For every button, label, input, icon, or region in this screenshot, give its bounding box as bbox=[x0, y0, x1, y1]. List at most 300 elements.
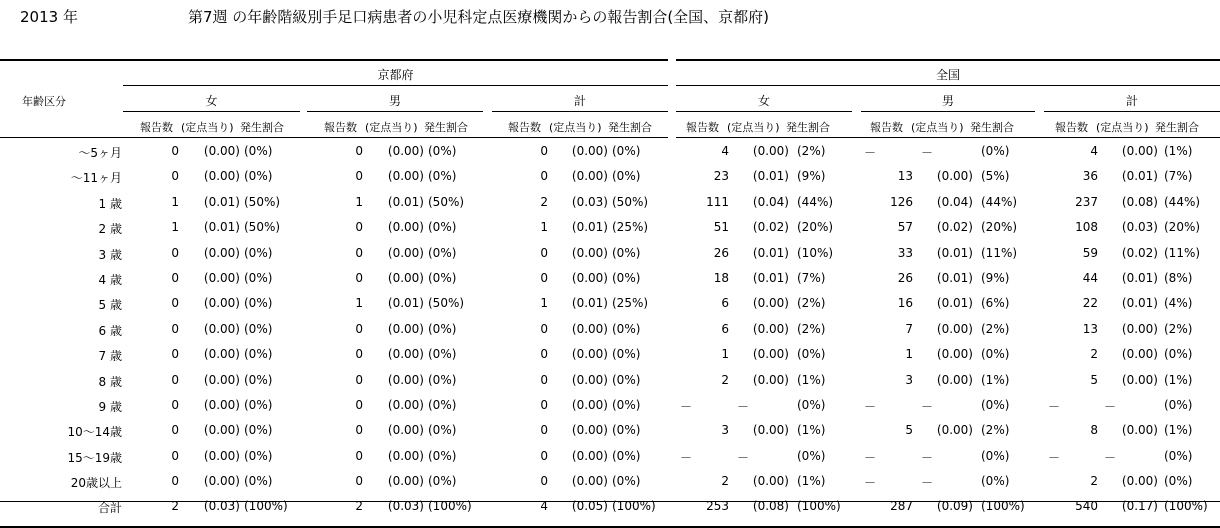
per-site-value: － bbox=[1104, 399, 1117, 414]
age-label: 10～14歳 bbox=[67, 425, 122, 440]
per-site-value: (0.01) bbox=[752, 245, 789, 260]
subheader-per-3: (定点当り) bbox=[727, 121, 780, 134]
subheader-per-0: (定点当り) bbox=[181, 121, 234, 134]
incidence-rate: (0%) bbox=[612, 474, 641, 489]
per-site-value: (0.00) bbox=[387, 270, 424, 285]
report-count: 0 bbox=[355, 144, 363, 158]
per-site-value: (0.00) bbox=[571, 347, 608, 362]
incidence-rate: (0%) bbox=[244, 296, 273, 311]
report-count: 7 bbox=[905, 321, 913, 336]
incidence-rate: (0%) bbox=[428, 144, 457, 158]
age-label: 7 歳 bbox=[98, 349, 122, 364]
incidence-rate: (1%) bbox=[1164, 372, 1193, 387]
incidence-rate: (0%) bbox=[244, 423, 273, 438]
report-count: 0 bbox=[355, 321, 363, 336]
per-site-value: (0.00) bbox=[387, 169, 424, 184]
subheader-report-1: 報告数 bbox=[324, 121, 357, 134]
report-count: 0 bbox=[355, 347, 363, 362]
subheader-per-5: (定点当り) bbox=[1096, 121, 1149, 134]
report-count: 287 bbox=[890, 499, 913, 514]
incidence-rate: (4%) bbox=[1164, 296, 1193, 311]
per-site-value: (0.03) bbox=[203, 499, 240, 514]
per-site-value: (0.00) bbox=[1121, 144, 1158, 158]
region-kyoto: 京都府 bbox=[377, 68, 414, 82]
incidence-rate: (44%) bbox=[797, 194, 834, 209]
per-site-value: (0.00) bbox=[752, 144, 789, 158]
per-site-value: － bbox=[1104, 450, 1117, 465]
incidence-rate: (20%) bbox=[1164, 220, 1201, 235]
age-label: 4 歳 bbox=[98, 272, 122, 287]
per-site-value: (0.00) bbox=[387, 474, 424, 489]
report-count: 1 bbox=[721, 347, 729, 362]
per-site-value: (0.00) bbox=[387, 372, 424, 387]
incidence-rate: (0%) bbox=[612, 321, 641, 336]
incidence-rate: (50%) bbox=[428, 194, 465, 209]
report-count: 0 bbox=[171, 372, 179, 387]
report-count: 0 bbox=[355, 169, 363, 184]
incidence-rate: (8%) bbox=[1164, 270, 1193, 285]
per-site-value: (0.01) bbox=[203, 194, 240, 209]
report-count: － bbox=[1048, 450, 1061, 465]
report-count: 0 bbox=[540, 372, 548, 387]
incidence-rate: (0%) bbox=[1164, 448, 1193, 463]
incidence-rate: (50%) bbox=[244, 220, 281, 235]
per-site-value: (0.00) bbox=[203, 321, 240, 336]
age-label: 6 歳 bbox=[98, 323, 122, 338]
report-count: 57 bbox=[897, 220, 913, 235]
report-count: 0 bbox=[171, 245, 179, 260]
report-count: 0 bbox=[171, 423, 179, 438]
incidence-rate: (0%) bbox=[1164, 397, 1193, 412]
report-count: 0 bbox=[355, 270, 363, 285]
per-site-value: (0.00) bbox=[571, 397, 608, 412]
incidence-rate: (9%) bbox=[981, 270, 1010, 285]
incidence-rate: (0%) bbox=[1164, 474, 1193, 489]
incidence-rate: (1%) bbox=[797, 474, 826, 489]
rule-sex-1 bbox=[123, 111, 300, 112]
incidence-rate: (0%) bbox=[981, 347, 1010, 362]
report-count: 0 bbox=[171, 321, 179, 336]
incidence-rate: (0%) bbox=[981, 144, 1010, 158]
per-site-value: (0.08) bbox=[752, 499, 789, 514]
rule-sex-3 bbox=[492, 111, 668, 112]
per-site-value: (0.00) bbox=[387, 397, 424, 412]
incidence-rate: (1%) bbox=[981, 372, 1010, 387]
subheader-rate-3: 発生割合 bbox=[786, 121, 830, 134]
per-site-value: (0.00) bbox=[387, 245, 424, 260]
incidence-rate: (0%) bbox=[428, 321, 457, 336]
incidence-rate: (0%) bbox=[428, 372, 457, 387]
rule-region-right bbox=[676, 85, 1220, 86]
report-count: 108 bbox=[1075, 220, 1098, 235]
per-site-value: (0.00) bbox=[752, 423, 789, 438]
incidence-rate: (0%) bbox=[428, 448, 457, 463]
per-site-value: (0.08) bbox=[1121, 194, 1158, 209]
per-site-value: (0.00) bbox=[203, 169, 240, 184]
age-label: 9 歳 bbox=[98, 399, 122, 414]
incidence-rate: (2%) bbox=[797, 321, 826, 336]
table-row bbox=[0, 267, 1220, 292]
report-count: 0 bbox=[540, 270, 548, 285]
age-label: 3 歳 bbox=[98, 247, 122, 262]
age-label: 5 歳 bbox=[98, 298, 122, 313]
incidence-rate: (100%) bbox=[428, 499, 472, 514]
sex-female-national: 女 bbox=[757, 94, 770, 108]
subheader-rate-0: 発生割合 bbox=[240, 121, 284, 134]
per-site-value: (0.01) bbox=[936, 245, 973, 260]
incidence-rate: (9%) bbox=[797, 169, 826, 184]
incidence-rate: (0%) bbox=[612, 144, 641, 158]
incidence-rate: (100%) bbox=[981, 499, 1025, 514]
per-site-value: (0.01) bbox=[752, 270, 789, 285]
per-site-value: (0.03) bbox=[1121, 220, 1158, 235]
incidence-rate: (0%) bbox=[244, 397, 273, 412]
rule-sex-2 bbox=[307, 111, 483, 112]
rule-sex-6 bbox=[1044, 111, 1220, 112]
report-count: 36 bbox=[1082, 169, 1098, 184]
report-count: 0 bbox=[540, 397, 548, 412]
report-count: 0 bbox=[540, 321, 548, 336]
rule-top-right bbox=[676, 59, 1220, 61]
report-count: 3 bbox=[721, 423, 729, 438]
report-count: 0 bbox=[355, 448, 363, 463]
subheader-report-5: 報告数 bbox=[1055, 121, 1088, 134]
report-count: 111 bbox=[706, 194, 729, 209]
per-site-value: (0.00) bbox=[752, 296, 789, 311]
rule-sex-5 bbox=[861, 111, 1035, 112]
age-label: 2 歳 bbox=[98, 222, 122, 237]
incidence-rate: (0%) bbox=[428, 169, 457, 184]
per-site-value: － bbox=[921, 450, 934, 465]
per-site-value: － bbox=[737, 450, 750, 465]
incidence-rate: (11%) bbox=[981, 245, 1018, 260]
incidence-rate: (7%) bbox=[797, 270, 826, 285]
report-count: － bbox=[864, 476, 877, 491]
subheader-report-0: 報告数 bbox=[140, 121, 173, 134]
report-count: 0 bbox=[171, 474, 179, 489]
report-count: 2 bbox=[540, 194, 548, 209]
age-label: 20歳以上 bbox=[70, 476, 122, 491]
report-count: 1 bbox=[540, 296, 548, 311]
report-count: 16 bbox=[897, 296, 913, 311]
incidence-rate: (0%) bbox=[612, 372, 641, 387]
table-row bbox=[0, 343, 1220, 368]
incidence-rate: (2%) bbox=[981, 321, 1010, 336]
per-site-value: (0.00) bbox=[1121, 423, 1158, 438]
rule-top-left bbox=[0, 59, 668, 61]
report-count: 0 bbox=[171, 397, 179, 412]
incidence-rate: (0%) bbox=[244, 321, 273, 336]
incidence-rate: (50%) bbox=[612, 194, 649, 209]
rule-header-bottom-right bbox=[676, 137, 1220, 138]
incidence-rate: (50%) bbox=[428, 296, 465, 311]
subheader-report-2: 報告数 bbox=[508, 121, 541, 134]
report-count: 2 bbox=[721, 372, 729, 387]
report-count: 0 bbox=[355, 372, 363, 387]
per-site-value: (0.00) bbox=[936, 423, 973, 438]
report-count: 1 bbox=[355, 194, 363, 209]
report-count: 13 bbox=[1082, 321, 1098, 336]
incidence-rate: (0%) bbox=[612, 397, 641, 412]
per-site-value: (0.00) bbox=[203, 397, 240, 412]
sex-female-kyoto: 女 bbox=[205, 94, 218, 108]
incidence-rate: (1%) bbox=[1164, 423, 1193, 438]
per-site-value: (0.01) bbox=[936, 296, 973, 311]
incidence-rate: (0%) bbox=[244, 372, 273, 387]
per-site-value: (0.00) bbox=[571, 245, 608, 260]
per-site-value: (0.03) bbox=[387, 499, 424, 514]
per-site-value: (0.02) bbox=[936, 220, 973, 235]
incidence-rate: (0%) bbox=[244, 144, 273, 158]
incidence-rate: (0%) bbox=[428, 270, 457, 285]
incidence-rate: (0%) bbox=[428, 245, 457, 260]
rule-region-left bbox=[123, 85, 668, 86]
report-count: 237 bbox=[1075, 194, 1098, 209]
report-count: － bbox=[680, 399, 693, 414]
per-site-value: (0.01) bbox=[387, 194, 424, 209]
incidence-rate: (100%) bbox=[244, 499, 288, 514]
report-count: 0 bbox=[355, 423, 363, 438]
report-count: 44 bbox=[1082, 270, 1098, 285]
per-site-value: (0.00) bbox=[1121, 347, 1158, 362]
per-site-value: (0.01) bbox=[1121, 296, 1158, 311]
report-count: 5 bbox=[1090, 372, 1098, 387]
incidence-rate: (10%) bbox=[797, 245, 834, 260]
per-site-value: (0.00) bbox=[203, 448, 240, 463]
report-count: 59 bbox=[1082, 245, 1098, 260]
per-site-value: (0.01) bbox=[1121, 169, 1158, 184]
per-site-value: (0.00) bbox=[203, 423, 240, 438]
incidence-rate: (2%) bbox=[797, 296, 826, 311]
incidence-rate: (100%) bbox=[612, 499, 656, 514]
rule-header-bottom-left bbox=[0, 137, 668, 138]
subheader-report-4: 報告数 bbox=[870, 121, 903, 134]
report-count: － bbox=[864, 146, 877, 160]
report-count: 540 bbox=[1075, 499, 1098, 514]
age-label: 8 歳 bbox=[98, 374, 122, 389]
incidence-rate: (6%) bbox=[981, 296, 1010, 311]
incidence-rate: (0%) bbox=[428, 397, 457, 412]
incidence-rate: (0%) bbox=[612, 245, 641, 260]
report-count: 0 bbox=[355, 474, 363, 489]
report-count: 23 bbox=[713, 169, 729, 184]
sex-total-kyoto: 計 bbox=[573, 94, 586, 108]
table-row bbox=[0, 419, 1220, 444]
report-count: 2 bbox=[1090, 347, 1098, 362]
report-count: － bbox=[864, 450, 877, 465]
report-count: 51 bbox=[713, 220, 729, 235]
per-site-value: (0.02) bbox=[752, 220, 789, 235]
report-count: 4 bbox=[721, 144, 729, 158]
per-site-value: (0.00) bbox=[1121, 372, 1158, 387]
report-count: 0 bbox=[355, 397, 363, 412]
per-site-value: (0.00) bbox=[571, 321, 608, 336]
per-site-value: (0.00) bbox=[1121, 474, 1158, 489]
incidence-rate: (0%) bbox=[981, 474, 1010, 489]
report-count: 1 bbox=[171, 220, 179, 235]
per-site-value: (0.00) bbox=[1121, 321, 1158, 336]
incidence-rate: (0%) bbox=[612, 169, 641, 184]
per-site-value: (0.00) bbox=[936, 372, 973, 387]
report-count: 4 bbox=[540, 499, 548, 514]
per-site-value: (0.00) bbox=[936, 347, 973, 362]
incidence-rate: (0%) bbox=[612, 448, 641, 463]
per-site-value: (0.17) bbox=[1121, 499, 1158, 514]
per-site-value: (0.00) bbox=[387, 321, 424, 336]
incidence-rate: (1%) bbox=[797, 423, 826, 438]
report-count: 6 bbox=[721, 296, 729, 311]
report-count: 0 bbox=[171, 296, 179, 311]
per-site-value: (0.00) bbox=[203, 347, 240, 362]
incidence-rate: (0%) bbox=[981, 397, 1010, 412]
report-count: 0 bbox=[540, 474, 548, 489]
table-row bbox=[0, 242, 1220, 267]
incidence-rate: (0%) bbox=[1164, 347, 1193, 362]
report-count: 18 bbox=[713, 270, 729, 285]
table-row bbox=[0, 292, 1220, 317]
per-site-value: (0.00) bbox=[387, 347, 424, 362]
report-count: 2 bbox=[355, 499, 363, 514]
report-count: 1 bbox=[171, 194, 179, 209]
incidence-rate: (1%) bbox=[797, 372, 826, 387]
per-site-value: － bbox=[921, 146, 934, 160]
per-site-value: (0.00) bbox=[571, 474, 608, 489]
per-site-value: (0.01) bbox=[1121, 270, 1158, 285]
report-count: 2 bbox=[171, 499, 179, 514]
incidence-rate: (0%) bbox=[244, 245, 273, 260]
per-site-value: (0.00) bbox=[571, 270, 608, 285]
per-site-value: (0.00) bbox=[387, 448, 424, 463]
age-label: 合計 bbox=[97, 501, 122, 516]
table-row bbox=[0, 445, 1220, 470]
incidence-rate: (0%) bbox=[244, 448, 273, 463]
incidence-rate: (50%) bbox=[244, 194, 281, 209]
region-national: 全国 bbox=[935, 68, 960, 82]
incidence-rate: (0%) bbox=[797, 347, 826, 362]
report-count: 0 bbox=[171, 270, 179, 285]
report-count: 0 bbox=[540, 347, 548, 362]
incidence-rate: (0%) bbox=[244, 169, 273, 184]
report-title: 第7週 の年齢階級別手足口病患者の小児科定点医療機関からの報告割合(全国、京都府) bbox=[188, 8, 770, 26]
report-count: 0 bbox=[540, 448, 548, 463]
incidence-rate: (5%) bbox=[981, 169, 1010, 184]
per-site-value: (0.01) bbox=[571, 220, 608, 235]
per-site-value: (0.00) bbox=[571, 144, 608, 158]
report-count: 6 bbox=[721, 321, 729, 336]
incidence-rate: (0%) bbox=[981, 448, 1010, 463]
incidence-rate: (20%) bbox=[981, 220, 1018, 235]
subheader-rate-1: 発生割合 bbox=[424, 121, 468, 134]
table-row bbox=[0, 140, 1220, 165]
report-count: 0 bbox=[171, 448, 179, 463]
incidence-rate: (0%) bbox=[428, 347, 457, 362]
report-count: － bbox=[1048, 399, 1061, 414]
subheader-rate-4: 発生割合 bbox=[970, 121, 1014, 134]
subheader-per-4: (定点当り) bbox=[911, 121, 964, 134]
age-label: 15～19歳 bbox=[67, 450, 122, 465]
table-row bbox=[0, 495, 1220, 520]
per-site-value: (0.00) bbox=[752, 474, 789, 489]
sex-total-national: 計 bbox=[1125, 94, 1138, 108]
incidence-rate: (0%) bbox=[244, 474, 273, 489]
per-site-value: (0.01) bbox=[203, 220, 240, 235]
report-count: 1 bbox=[905, 347, 913, 362]
incidence-rate: (1%) bbox=[1164, 144, 1193, 158]
report-count: 5 bbox=[905, 423, 913, 438]
per-site-value: (0.00) bbox=[571, 169, 608, 184]
per-site-value: (0.03) bbox=[571, 194, 608, 209]
report-count: 0 bbox=[355, 220, 363, 235]
incidence-rate: (0%) bbox=[428, 220, 457, 235]
incidence-rate: (44%) bbox=[981, 194, 1018, 209]
report-count: 2 bbox=[1090, 474, 1098, 489]
report-count: 1 bbox=[355, 296, 363, 311]
report-year: 2013 年 bbox=[20, 8, 78, 26]
per-site-value: (0.00) bbox=[752, 347, 789, 362]
incidence-rate: (44%) bbox=[1164, 194, 1201, 209]
report-count: 0 bbox=[171, 169, 179, 184]
per-site-value: (0.00) bbox=[203, 474, 240, 489]
incidence-rate: (11%) bbox=[1164, 245, 1201, 260]
report-count: 13 bbox=[897, 169, 913, 184]
per-site-value: (0.00) bbox=[203, 245, 240, 260]
per-site-value: (0.00) bbox=[203, 372, 240, 387]
rule-sex-4 bbox=[676, 111, 852, 112]
report-count: 33 bbox=[897, 245, 913, 260]
table-row bbox=[0, 191, 1220, 216]
report-count: 26 bbox=[897, 270, 913, 285]
per-site-value: (0.00) bbox=[387, 144, 424, 158]
per-site-value: (0.01) bbox=[387, 296, 424, 311]
per-site-value: (0.00) bbox=[936, 169, 973, 184]
incidence-rate: (100%) bbox=[1164, 499, 1208, 514]
per-site-value: (0.01) bbox=[936, 270, 973, 285]
per-site-value: (0.00) bbox=[752, 372, 789, 387]
report-count: 26 bbox=[713, 245, 729, 260]
per-site-value: (0.00) bbox=[571, 423, 608, 438]
table-row bbox=[0, 318, 1220, 343]
sex-male-kyoto: 男 bbox=[388, 94, 401, 108]
subheader-report-3: 報告数 bbox=[686, 121, 719, 134]
per-site-value: (0.02) bbox=[1121, 245, 1158, 260]
incidence-rate: (0%) bbox=[244, 347, 273, 362]
per-site-value: (0.00) bbox=[387, 423, 424, 438]
incidence-rate: (2%) bbox=[1164, 321, 1193, 336]
age-label: 1 歳 bbox=[98, 196, 122, 211]
incidence-rate: (20%) bbox=[797, 220, 834, 235]
report-count: 0 bbox=[540, 144, 548, 158]
incidence-rate: (0%) bbox=[612, 270, 641, 285]
sex-male-national: 男 bbox=[941, 94, 954, 108]
table-row bbox=[0, 394, 1220, 419]
subheader-rate-2: 発生割合 bbox=[608, 121, 652, 134]
per-site-value: (0.09) bbox=[936, 499, 973, 514]
incidence-rate: (0%) bbox=[428, 474, 457, 489]
subheader-per-2: (定点当り) bbox=[549, 121, 602, 134]
per-site-value: (0.01) bbox=[571, 296, 608, 311]
per-site-value: (0.01) bbox=[752, 169, 789, 184]
report-count: 0 bbox=[540, 245, 548, 260]
data-table-body bbox=[0, 140, 1220, 521]
report-count: 0 bbox=[540, 423, 548, 438]
table-row bbox=[0, 216, 1220, 241]
per-site-value: － bbox=[737, 399, 750, 414]
per-site-value: (0.00) bbox=[936, 321, 973, 336]
per-site-value: (0.00) bbox=[752, 321, 789, 336]
incidence-rate: (2%) bbox=[981, 423, 1010, 438]
age-label: ～5ヶ月 bbox=[78, 146, 122, 160]
per-site-value: (0.04) bbox=[936, 194, 973, 209]
